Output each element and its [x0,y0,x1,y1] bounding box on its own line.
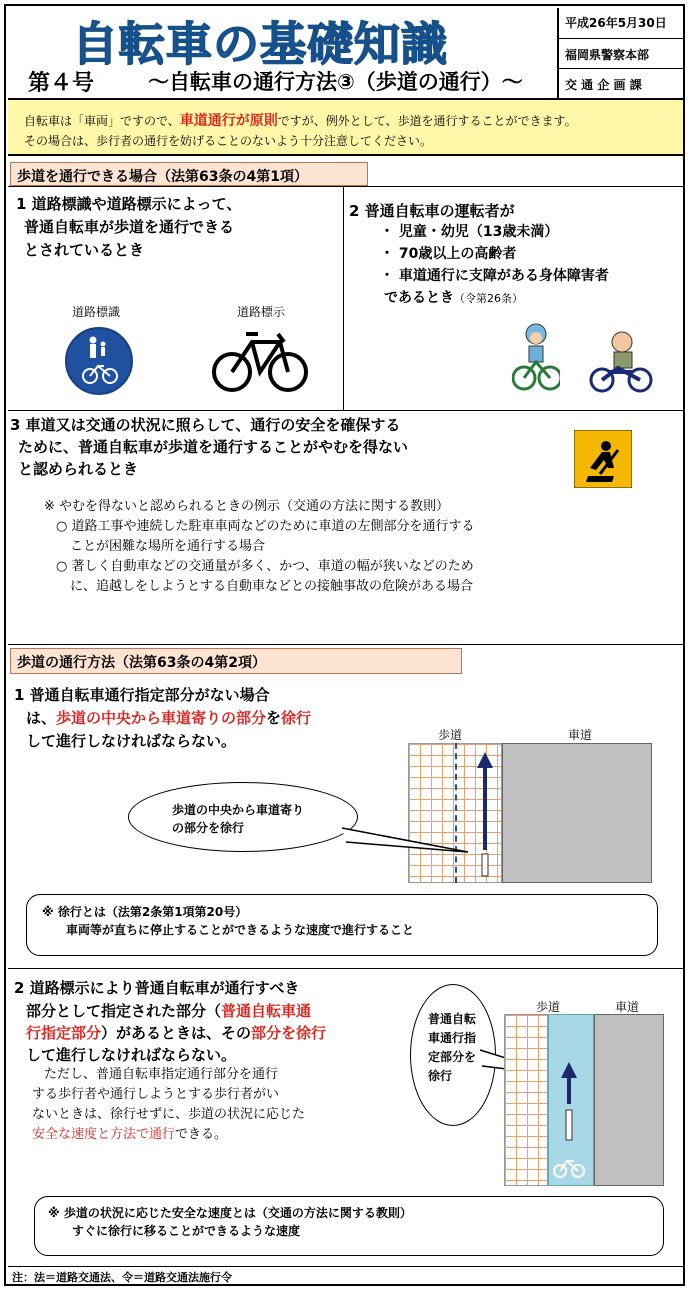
example-title: ※ やむを得ないと認められるときの例示（交通の方法に関する教則） [44,499,450,514]
slow-definition-text: 車両等が直ちに停止することができるような速度で進行すること [66,923,415,937]
method2-body-2: する歩行者や通行しようとする歩行者がい [32,1087,280,1102]
example-line-3: ○ 著しく自動車などの交通量が多く、かつ、車道の幅が狭いなどのため [56,559,474,574]
example-line-2: ことが困難な場所を通行する場合 [70,539,266,554]
method2-line-1: 2 道路標示により普通自転車が通行すべき [14,979,300,997]
diagram2-road-label: 車道 [615,1000,640,1014]
section2-tab: 歩道の通行方法（法第63条の4第2項） [10,648,462,674]
method2-line-2: 部分として指定された部分（普通自転車通 [26,1002,312,1020]
diagram2-lane-bicycle-marking-icon [552,1154,586,1180]
elderly-cyclist-icon [588,328,654,394]
diagram1-road [502,743,652,883]
bubble2-line-1: 普通自転 [428,1012,477,1026]
example-line-4: に、追越しをしようとする自動車などとの接触事故の危険がある場合 [70,579,474,594]
bubble1-line-1: 歩道の中央から車道寄り [172,803,305,817]
safe-speed-definition-text: すぐに徐行に移ることができるような速度 [72,1224,301,1238]
case3-line-3: と認められるとき [18,460,139,478]
safe-speed-definition-title: ※ 歩道の状況に応じた安全な速度とは（交通の方法に関する教則） [48,1206,412,1220]
case2-item-children: ・ 児童・幼児（13歳未満） [380,224,559,240]
bubble2-line-2: 車通行指 [428,1031,477,1045]
bubble1-pointer [340,820,470,860]
diagram1-sidewalk-label: 歩道 [438,728,463,742]
header-info-box [557,8,685,98]
case2-item-disabled: ・ 車道通行に支障がある身体障害者 [380,268,609,284]
child-cyclist-icon [512,322,560,392]
case3-line-2: ために、普通自転車が歩道を通行することがやむを得ない [18,438,409,456]
diagram1-centerline [455,743,457,883]
method1-line-2: は、歩道の中央から車道寄りの部分を徐行 [26,709,312,727]
case1-line-3: とされているとき [24,241,145,259]
example-line-1: ○ 道路工事や連続した駐車車両などのために車道の左側部分を通行する [56,519,475,534]
diagram1-road-label: 車道 [568,728,593,742]
marking-label: 道路標示 [237,305,286,319]
org-traffic-division: 交 通 企 画 課 [565,78,642,92]
page-title: 自転車の基礎知識 [72,17,448,71]
bubble2-line-3: 定部分を [428,1050,477,1064]
method2-body-4: 安全な速度と方法で通行できる。 [32,1127,228,1142]
bubble2-line-4: 徐行 [428,1069,453,1083]
issue-subtitle: ～自転車の通行方法③（歩道の通行）～ [148,70,523,94]
method1-line-3: して進行しなければならない。 [26,732,237,750]
bubble1-line-2: の部分を徐行 [172,821,245,835]
diagram2-road [594,1014,664,1186]
slow-definition-title: ※ 徐行とは（法第2条第1項第20号） [42,905,248,919]
diagram2-sidewalk [504,1014,548,1186]
issue-number: 第４号 [28,71,95,96]
intro-line-1: 自転車は「車両」ですので、車道通行が原則ですが、例外として、歩道を通行することができます。 [24,113,577,129]
bicycle-road-marking-icon [210,322,310,396]
case3-line-1: 3 車道又は交通の状況に照らして、通行の安全を確保する [10,416,401,434]
diagram2-sidewalk-label: 歩道 [536,1000,561,1014]
case2-title: 2 普通自転車の運転者が [349,202,515,220]
diagram2-bicycle-arrow-icon [558,1060,580,1144]
case2-end: であるとき（令第26条） [384,290,523,306]
footnote: 注：法＝道路交通法、令＝道路交通法施行令 [12,1271,232,1284]
method2-body-3: ないときは、徐行せずに、歩道の状況に応じた [32,1107,306,1122]
org-police-hq: 福岡県警察本部 [565,48,650,62]
case2-item-elderly: ・ 70歳以上の高齢者 [380,246,517,262]
intro-line-2: その場合は、歩行者の通行を妨げることのないよう十分注意してください。 [24,134,433,148]
method1-title: 1 普通自転車通行指定部分がない場合 [14,686,270,704]
method2-line-4: して進行しなければならない。 [26,1046,237,1064]
bicycle-pedestrian-sign-icon [64,326,134,396]
case1-line-2: 普通自転車が歩道を通行できる [24,218,235,236]
road-work-sign-icon [574,430,632,488]
method2-line-3: 行指定部分）があるときは、その部分を徐行 [26,1024,327,1042]
method2-body-1: ただし、普通自転車指定通行部分を通行 [44,1067,279,1082]
sign-label: 道路標識 [72,305,121,319]
section1-tab: 歩道を通行できる場合（法第63条の4第1項） [10,162,368,186]
diagram1-bicycle-arrow-icon [474,750,496,880]
intro-box [8,98,683,156]
issue-date: 平成26年5月30日 [565,16,667,30]
case1-line-1: 1 道路標識や道路標示によって、 [16,195,242,213]
